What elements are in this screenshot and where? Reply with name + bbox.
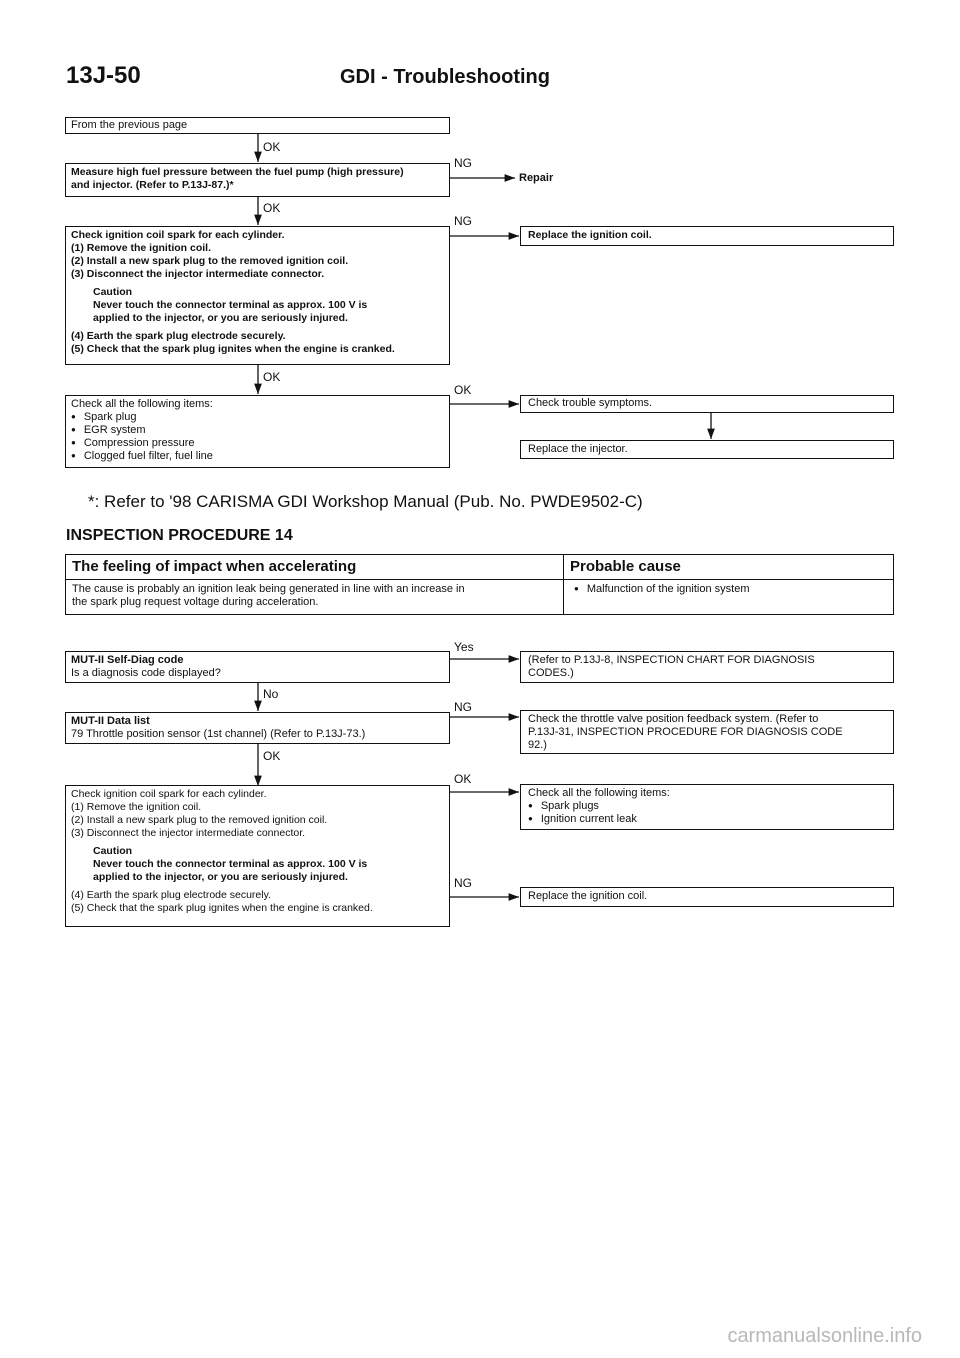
ok-label: OK (454, 383, 472, 397)
probable-cause-item: ● Malfunction of the ignition system (570, 583, 887, 596)
replace-ignition-coil-box (520, 226, 894, 246)
symptom-description (66, 580, 564, 615)
replace-injector-box (520, 440, 894, 459)
replace-coil-label: Replace the ignition coil. (528, 229, 652, 241)
mut-data-text: 79 Throttle position sensor (1st channel) (Refer to P.13J-73.) (71, 728, 366, 740)
caution-title: Caution (93, 286, 133, 298)
check-item: ● Ignition current leak (528, 813, 886, 826)
spark-line-6: (5) Check that the spark plug ignites when the engine is cranked. (71, 902, 373, 914)
probable-cause-cell (564, 580, 894, 615)
spark-line-6: (5) Check that the spark plug ignites when the engine is cranked. (71, 343, 395, 355)
throttle-feedback-box (520, 710, 894, 754)
ng-label: NG (454, 156, 472, 170)
check-items-box (520, 784, 894, 830)
spark-line-2: (1) Remove the ignition coil. (71, 801, 202, 813)
check-ignition-spark-box (65, 226, 450, 365)
ok-label: OK (263, 370, 281, 384)
check-trouble-symptoms-box (520, 395, 894, 413)
caution-line-1: Never touch the connector terminal as approx. 100 V is (93, 858, 368, 870)
ok-label: OK (263, 749, 281, 763)
spark-line-5: (4) Earth the spark plug electrode securely. (71, 330, 286, 342)
spark-line-1: Check ignition coil spark for each cylinder. (71, 788, 267, 800)
spark-line-3: (2) Install a new spark plug to the removed ignition coil. (71, 814, 328, 826)
measure-line-1: Measure high fuel pressure between the fuel pump (high pressure) (71, 166, 404, 178)
mut-self-diag-box (65, 651, 450, 683)
spark-line-5: (4) Earth the spark plug electrode securely. (71, 889, 271, 901)
spark-line-4: (3) Disconnect the injector intermediate connector. (71, 827, 306, 839)
ok-label: OK (263, 201, 281, 215)
mut-data-title: MUT-II Data list (71, 715, 150, 727)
throttle-line-2: P.13J-31, INSPECTION PROCEDURE FOR DIAGNOSIS CODE (528, 726, 843, 738)
check-item: ● Compression pressure (71, 437, 444, 450)
check-item: ● Clogged fuel filter, fuel line (71, 450, 444, 463)
refer-chart-line-2: CODES.) (528, 667, 574, 679)
symptom-line-2: the spark plug request voltage during acceleration. (72, 596, 319, 608)
spark-line-1: Check ignition coil spark for each cylinder. (71, 229, 285, 241)
spark-line-4: (3) Disconnect the injector intermediate connector. (71, 268, 325, 280)
page-title: GDI - Troubleshooting (340, 66, 550, 88)
caution-title: Caution (93, 845, 133, 857)
ng-label: NG (454, 214, 472, 228)
mut-diag-title: MUT-II Self-Diag code (71, 654, 184, 666)
ok-label: OK (454, 772, 472, 786)
measure-fuel-pressure-box (65, 163, 450, 197)
refer-chart-line-1: (Refer to P.13J-8, INSPECTION CHART FOR DIAGNOSIS (528, 654, 815, 666)
check-items-box (65, 395, 450, 468)
replace-injector-label: Replace the injector. (528, 443, 628, 455)
from-previous-page-box (65, 117, 450, 134)
replace-ignition-coil-box (520, 887, 894, 907)
symptom-line-1: The cause is probably an ignition leak being generated in line with an increase in (72, 583, 465, 595)
yes-label: Yes (454, 640, 474, 654)
check-items-title: Check all the following items: (71, 398, 213, 410)
check-trouble-label: Check trouble symptoms. (528, 397, 653, 409)
probable-cause-header: Probable cause (564, 555, 894, 580)
refer-inspection-chart-box (520, 651, 894, 683)
page-number: 13J-50 (66, 62, 141, 89)
caution-line-1: Never touch the connector terminal as approx. 100 V is (93, 299, 368, 311)
measure-line-2: and injector. (Refer to P.13J-87.)* (71, 179, 234, 191)
caution-line-2: applied to the injector, or you are seriously injured. (93, 312, 348, 324)
check-items-title: Check all the following items: (528, 787, 670, 799)
check-item: ● EGR system (71, 424, 444, 437)
ok-label: OK (263, 140, 281, 154)
footnote: *: Refer to '98 CARISMA GDI Workshop Manual (Pub. No. PWDE9502-C) (88, 492, 643, 511)
watermark: carmanualsonline.info (727, 1325, 922, 1347)
probable-cause-table (65, 554, 894, 615)
no-label: No (263, 687, 279, 701)
mut-data-list-box (65, 712, 450, 744)
spark-line-2: (1) Remove the ignition coil. (71, 242, 212, 254)
ng-label: NG (454, 700, 472, 714)
throttle-line-1: Check the throttle valve position feedback system. (Refer to (528, 713, 819, 725)
mut-diag-text: Is a diagnosis code displayed? (71, 667, 221, 679)
check-item: ● Spark plug (71, 411, 444, 424)
repair-label: Repair (519, 172, 554, 184)
from-previous-label: From the previous page (71, 119, 188, 131)
throttle-line-3: 92.) (528, 739, 547, 751)
caution-line-2: applied to the injector, or you are seriously injured. (93, 871, 348, 883)
ng-label: NG (454, 876, 472, 890)
spark-line-3: (2) Install a new spark plug to the removed ignition coil. (71, 255, 349, 267)
check-ignition-spark-box (65, 785, 450, 927)
replace-coil-label: Replace the ignition coil. (528, 890, 648, 902)
symptom-header: The feeling of impact when accelerating (66, 555, 564, 580)
check-item: ● Spark plugs (528, 800, 886, 813)
section-title: INSPECTION PROCEDURE 14 (66, 527, 293, 544)
